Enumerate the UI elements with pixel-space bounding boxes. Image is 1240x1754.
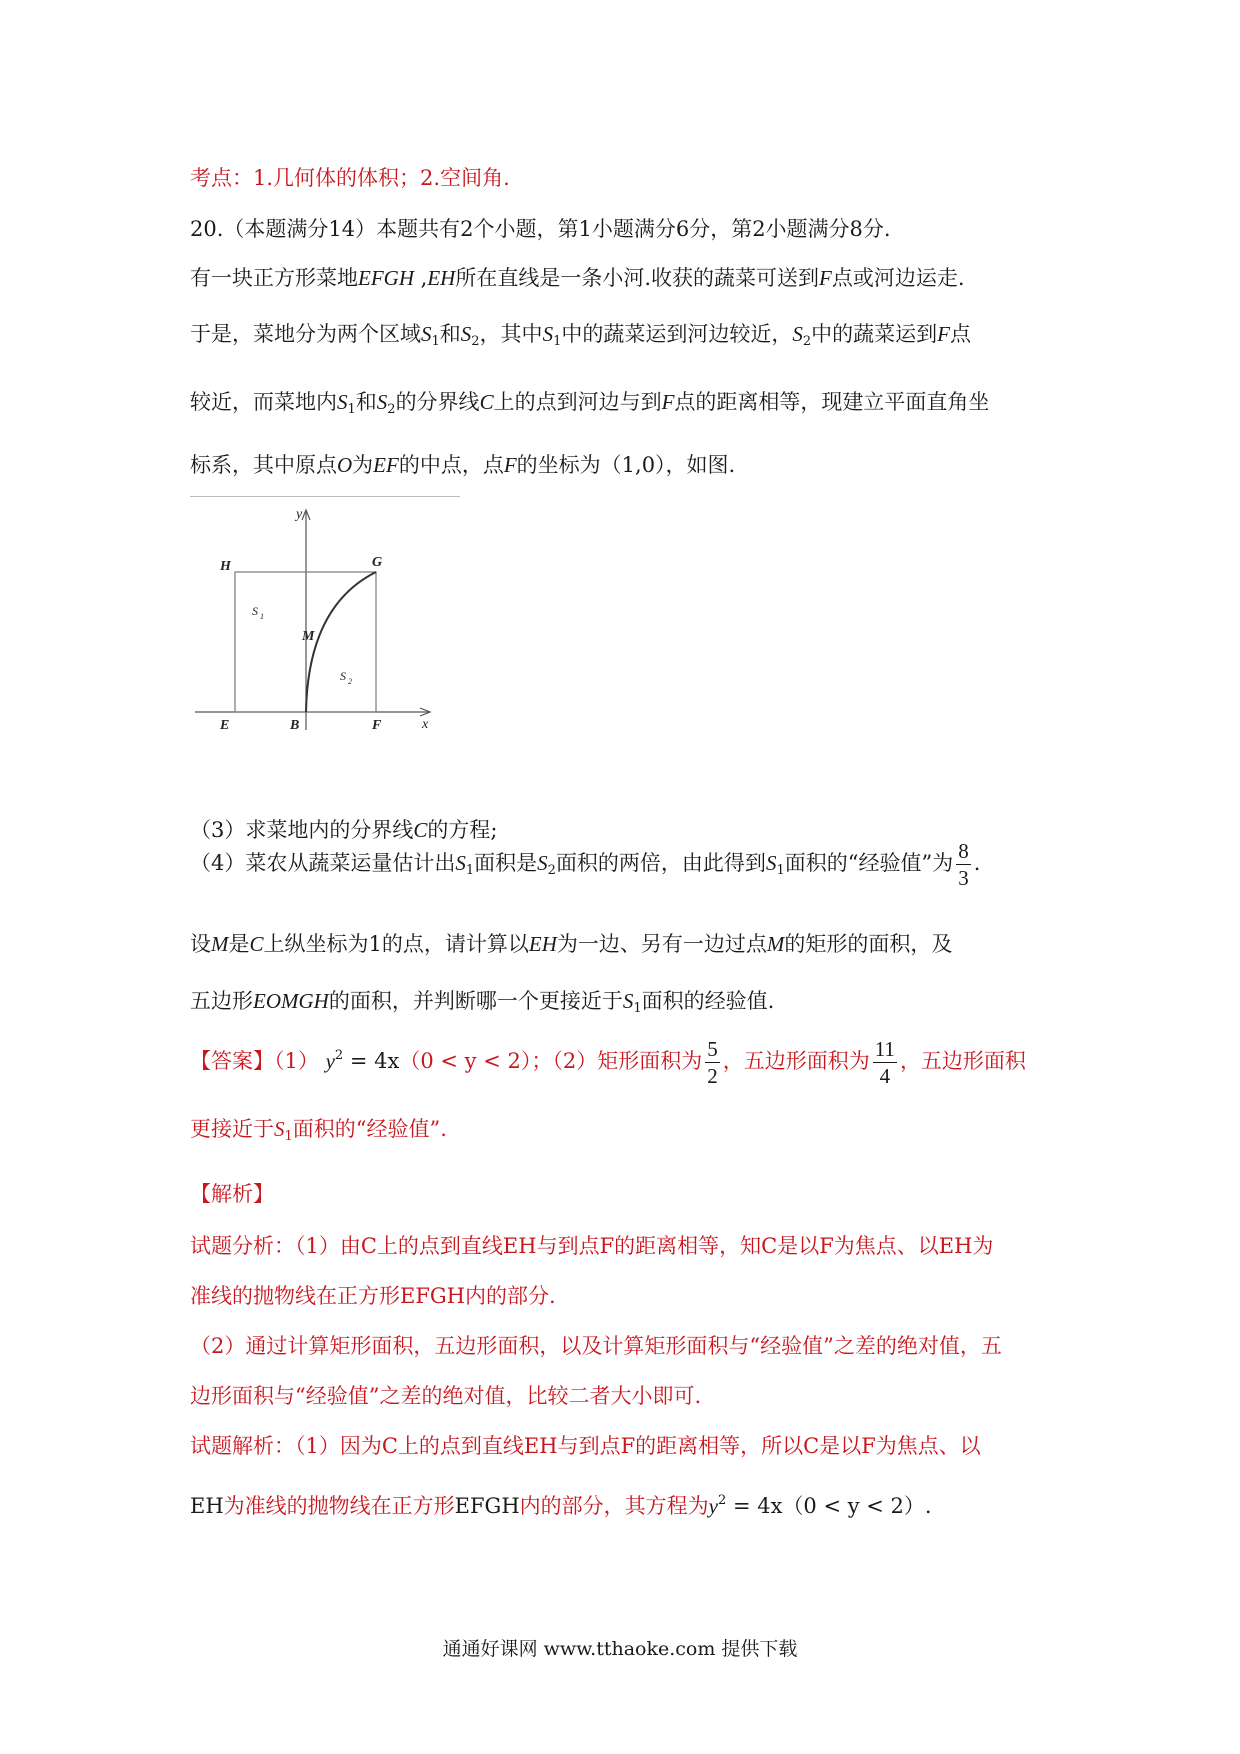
label-s2-sub: 2 [348,677,352,686]
fraction-11-4: $\frac{11}{4}$ [874,1037,895,1088]
label-s2: S [340,669,346,683]
question-20-intro: 20.（本题满分14）本题共有2个小题，第1小题满分6分，第2小题满分8分. [190,217,891,241]
question-text-line-4: 标系，其中原点O为EF的中点，点F的坐标为（1,0），如图. [190,453,736,477]
label-b: B [290,718,300,733]
label-f: F [372,718,382,733]
answer-tag: 【答案】 [190,1049,274,1073]
question-text-line-3: 较近，而菜地内$S_1$和$S_2$的分界线C上的点到河边与到F点的距离相等，现建立平面直角坐 [190,390,990,417]
subquestion-4-line-3: 五边形EOMGH的面积，并判断哪一个更接近于$S_1$面积的经验值. [190,989,775,1016]
subquestion-4: （4）菜农从蔬菜运量估计出$S_1$面积是$S_2$面积的两倍，由此得到$S_1$面积的“经验值”为 $\frac{8}{3}$ . [190,839,981,890]
analysis-line-5: 试题解析：（1）因为C上的点到直线EH与到点F的距离相等，所以C是以F为焦点、以 [190,1434,981,1458]
fraction-8-3: $\frac{8}{3}$ [958,839,969,890]
label-y: y [296,507,303,522]
kaodian-line: 考点：1.几何体的体积；2.空间角. [190,166,510,190]
question-text-line-1: 有一块正方形菜地EFGH ,EH所在直线是一条小河.收获的蔬菜可送到F点或河边运走. [190,266,965,290]
subquestion-4-line-2: 设M是C上纵坐标为1的点，请计算以EH为一边、另有一边过点M的矩形的面积，及 [190,932,953,956]
label-g: G [372,555,383,570]
boundary-curve-c [306,572,376,712]
analysis-line-6: EH为准线的抛物线在正方形EFGH内的部分，其方程为$y^2 = 4x(0 < y < 2)$. [190,1493,932,1518]
label-s1: S [252,604,258,618]
label-e: E [220,718,230,733]
coordinate-figure [190,500,450,740]
question-text-line-2: 于是，菜地分为两个区域$S_1$和$S_2$，其中$S_1$中的蔬菜运到河边较近，$S_2$中的蔬菜运到F点 [190,322,971,349]
figure-top-rule [190,496,460,497]
analysis-line-1: 试题分析：（1）由C上的点到直线EH与到点F的距离相等，知C是以F为焦点、以EH为 [190,1234,994,1258]
fraction-5-2: $\frac{5}{2}$ [707,1037,718,1088]
analysis-line-2: 准线的抛物线在正方形EFGH内的部分. [190,1284,556,1308]
answer-line-2: 更接近于$S_1$面积的“经验值”. [190,1117,447,1144]
subquestion-3: （3）求菜地内的分界线C的方程; [190,818,498,842]
label-h: H [220,559,231,574]
answer-line-1: 【答案】（1） $y^2 = 4x(0 < y < 2)$；（2）矩形面积为 $\frac{5}{2}$ ，五边形面积为 $\frac{11}{4}$ ，五边形面积 [190,1037,1026,1088]
analysis-line-4: 边形面积与“经验值”之差的绝对值，比较二者大小即可. [190,1384,702,1408]
label-s1-sub: 1 [260,612,264,621]
label-x: x [422,717,429,732]
label-m: M [302,629,315,644]
analysis-tag: 【解析】 [190,1182,274,1206]
page-footer: 通通好课网 www.tthaoke.com 提供下载 [442,1638,798,1660]
analysis-line-3: （2）通过计算矩形面积，五边形面积，以及计算矩形面积与“经验值”之差的绝对值，五 [190,1334,1002,1358]
